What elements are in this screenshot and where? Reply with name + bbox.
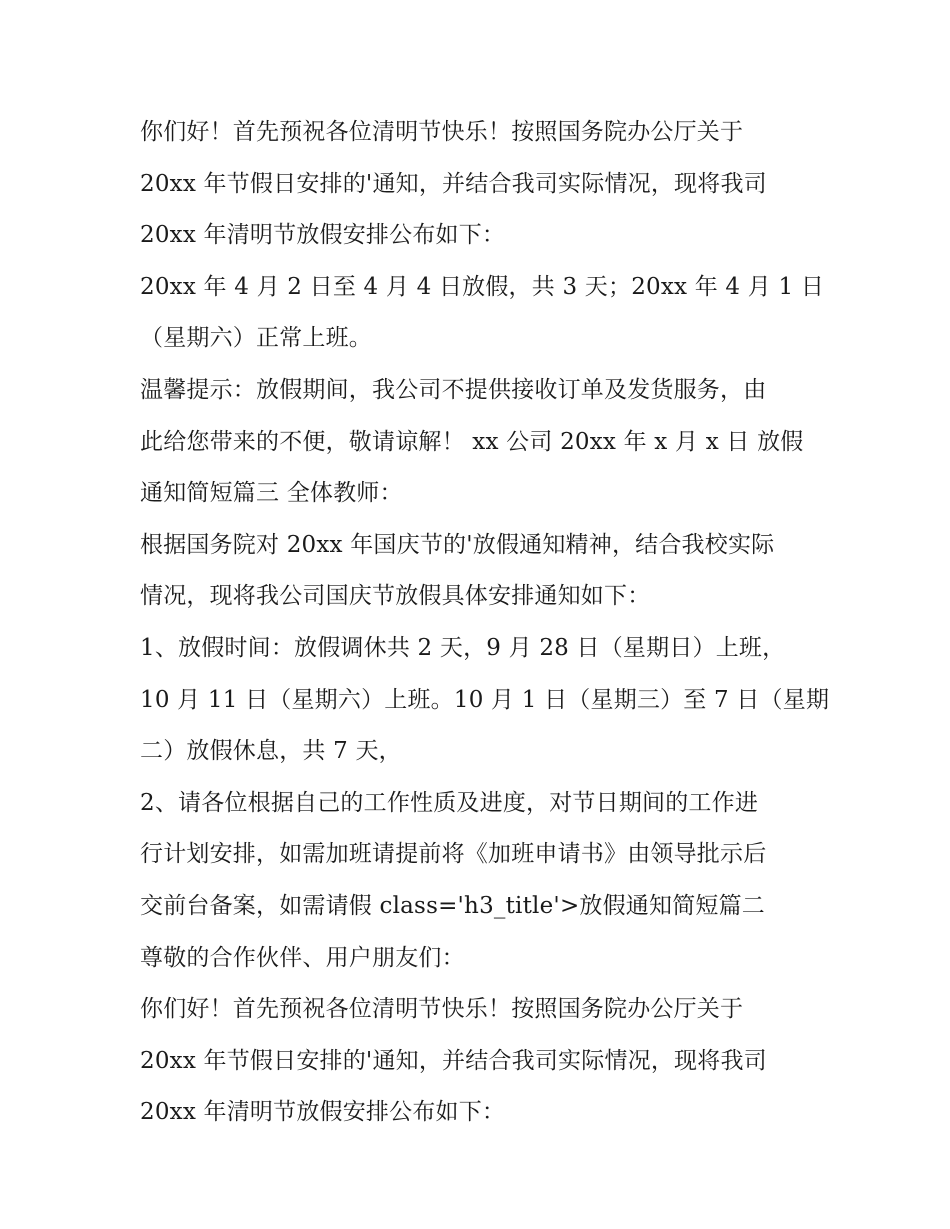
- text-line: 20xx 年清明节放假安排公布如下：: [140, 222, 506, 249]
- text-line: 20xx 年节假日安排的'通知，并结合我司实际情况，现将我司: [140, 170, 767, 197]
- text-line: 二）放假休息，共 7 天，: [140, 738, 402, 765]
- text-line: 温馨提示：放假期间，我公司不提供接收订单及发货服务，由: [140, 376, 767, 403]
- text-line: 20xx 年节假日安排的'通知，并结合我司实际情况，现将我司: [140, 1047, 767, 1074]
- text-line: 你们好！首先预祝各位清明节快乐！按照国务院办公厅关于: [140, 119, 744, 145]
- text-line: 交前台备案，如需请假 class='h3_title'>放假通知简短篇二: [140, 892, 766, 919]
- text-line: 此给您带来的不便，敬请谅解！ xx 公司 20xx 年 x 月 x 日 放假: [140, 428, 804, 455]
- text-line: 20xx 年 4 月 2 日至 4 月 4 日放假，共 3 天；20xx 年 4 月 1 日: [140, 273, 825, 300]
- text-line: 10 月 11 日（星期六）上班。10 月 1 日（星期三）至 7 日（星期: [140, 686, 830, 713]
- text-line: 情况，现将我公司国庆节放假具体安排通知如下：: [140, 583, 651, 610]
- text-line: 2、请各位根据自己的工作性质及进度，对节日期间的工作进: [140, 789, 759, 816]
- text-line: 通知简短篇三 全体教师：: [140, 480, 403, 507]
- text-line: 你们好！首先预祝各位清明节快乐！按照国务院办公厅关于: [140, 996, 744, 1023]
- text-line: 1、放假时间：放假调休共 2 天，9 月 28 日（星期日）上班，: [140, 634, 786, 661]
- document-body: [140, 107, 830, 1139]
- text-line: 行计划安排，如需加班请提前将《加班申请书》由领导批示后: [140, 841, 767, 868]
- text-line: 根据国务院对 20xx 年国庆节的'放假通知精神，结合我校实际: [140, 531, 775, 558]
- text-line: 20xx 年清明节放假安排公布如下：: [140, 1099, 506, 1126]
- text-line: 尊敬的合作伙伴、用户朋友们：: [140, 944, 465, 971]
- text-line: （星期六）正常上班。: [140, 325, 372, 352]
